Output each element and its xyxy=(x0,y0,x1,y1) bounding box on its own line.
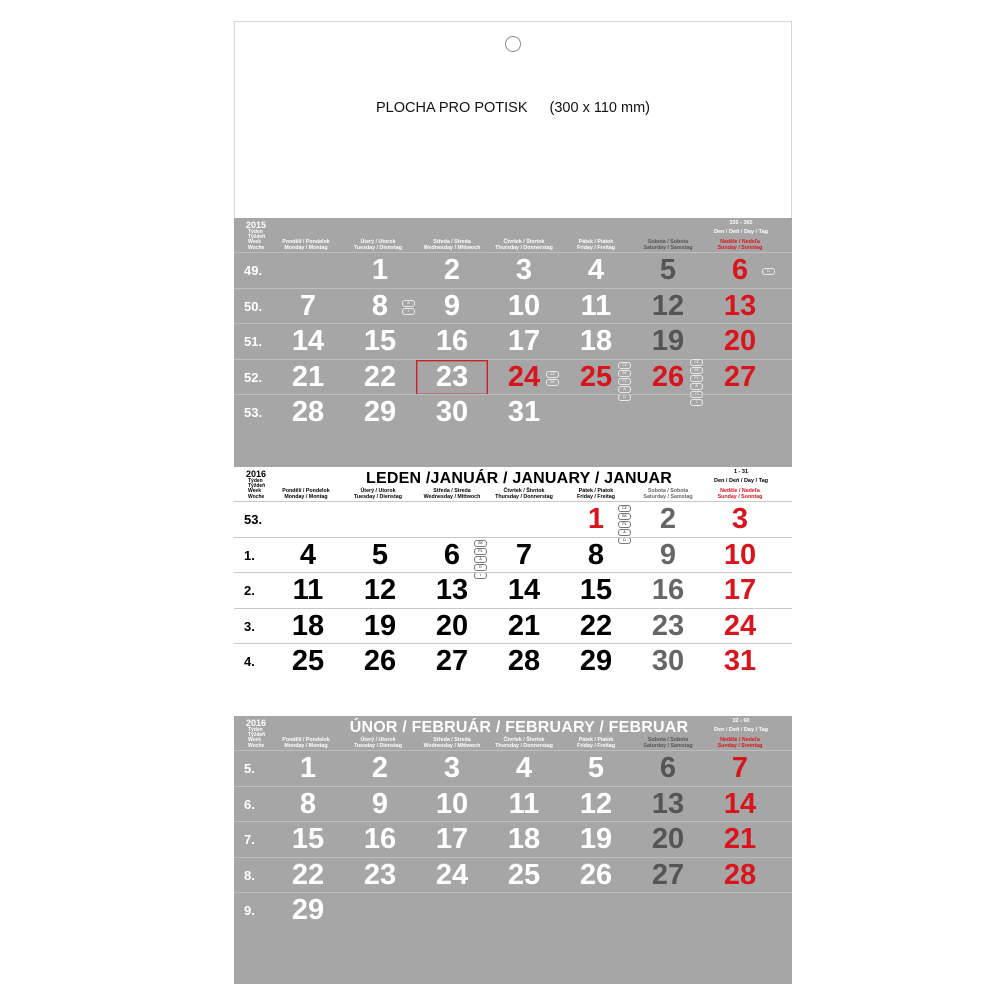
weekday-name-foreign: Saturday / Samstag xyxy=(643,245,693,251)
week-label-line: Týždeň xyxy=(248,732,266,739)
day-cell: 17 xyxy=(435,823,469,855)
week-number: 7. xyxy=(244,832,255,847)
week-number: 1. xyxy=(244,547,255,563)
day-header: Den / Deň / Day / Tag xyxy=(714,727,768,733)
day-cell: 16 xyxy=(363,823,397,855)
week-row xyxy=(234,608,792,644)
week-row xyxy=(234,537,792,577)
weekday-name-foreign: Tuesday / Dienstag xyxy=(354,245,402,251)
weekday-name-local: Úterý / Utorok xyxy=(360,239,396,245)
week-number: 5. xyxy=(244,761,255,776)
weekday-name-local: Pondělí / Pondelok xyxy=(282,488,330,494)
week-number: 3. xyxy=(244,618,255,634)
weekday-name-local: Pátek / Piatok xyxy=(578,488,614,494)
weekday-name-foreign: Monday / Montag xyxy=(284,743,328,749)
week-label-line: Týždeň xyxy=(248,234,266,241)
month-block xyxy=(234,218,792,468)
week-row xyxy=(234,252,792,288)
weekday-name xyxy=(270,488,342,500)
day-cell: 22 xyxy=(579,609,613,642)
day-cell: 18 xyxy=(507,823,541,855)
day-cell: 5 xyxy=(371,538,389,571)
day-range: 335 - 365 xyxy=(729,220,753,226)
day-cell: 12 xyxy=(579,787,613,820)
day-cell: 31 xyxy=(723,645,757,677)
day-cell: 13 xyxy=(651,787,685,820)
weekday-name-local: Úterý / Utorok xyxy=(360,488,396,494)
country-tag: CZ xyxy=(618,505,631,512)
day-cell: 26 xyxy=(363,645,397,677)
day-cell: 2 xyxy=(659,503,677,535)
country-tag: A xyxy=(402,300,415,307)
day-cell: 21 xyxy=(291,360,325,393)
week-row xyxy=(234,501,792,542)
week-number: 53. xyxy=(244,512,263,527)
country-tag: D xyxy=(618,537,631,544)
weekday-name xyxy=(560,737,632,749)
day-cell: 3 xyxy=(515,254,533,286)
weekday-name-foreign: Wednesday / Mittwoch xyxy=(423,245,481,251)
day-cell: 3 xyxy=(731,503,749,535)
day-cell: 4 xyxy=(299,538,317,571)
day-cell: 16 xyxy=(435,325,469,357)
month-title: ÚNOR / FEBRUÁR / FEBRUARY / FEBRUAR xyxy=(349,719,689,736)
day-cell: 12 xyxy=(651,289,685,322)
weekday-name-local: Neděle / Nedeľa xyxy=(720,239,760,245)
holiday-country-tags xyxy=(546,371,559,386)
day-cell: 8 xyxy=(299,787,317,820)
day-cell: 19 xyxy=(579,823,613,855)
weekday-name-local: Čtvrtek / Štvrtok xyxy=(503,737,545,743)
day-cell: 9 xyxy=(659,538,677,571)
day-cell: 29 xyxy=(363,396,397,428)
country-tag: CZ xyxy=(690,359,703,366)
year-label: 2016 xyxy=(246,718,267,728)
print-area-label: PLOCHA PRO POTISK xyxy=(376,100,528,116)
weekday-name-foreign: Tuesday / Dienstag xyxy=(354,743,402,749)
week-number: 6. xyxy=(244,796,255,812)
day-cell: 30 xyxy=(435,396,469,428)
day-cell: 23 xyxy=(363,858,397,891)
week-number: 52. xyxy=(244,369,263,385)
week-row xyxy=(234,750,792,786)
weekday-name-local: Čtvrtek / Štvrtok xyxy=(503,488,545,494)
day-cell: 23 xyxy=(651,609,685,642)
print-area xyxy=(234,100,792,116)
weekday-name xyxy=(342,239,414,251)
holiday-country-tags xyxy=(402,300,415,315)
day-cell: 6 xyxy=(731,254,749,286)
week-row xyxy=(234,359,792,404)
weekday-name-foreign: Monday / Montag xyxy=(284,245,328,251)
day-cell: 27 xyxy=(723,360,757,393)
day-cell: 11 xyxy=(292,574,324,606)
weekday-name-foreign: Friday / Freitag xyxy=(577,245,615,251)
week-label-line: Woche xyxy=(248,742,265,749)
week-number: 51. xyxy=(244,334,263,349)
day-cell: 1 xyxy=(371,254,389,286)
weekday-name-local: Neděle / Nedeľa xyxy=(720,737,760,743)
day-cell: 5 xyxy=(659,254,677,286)
day-cell: 25 xyxy=(507,858,541,891)
week-column-label xyxy=(248,230,265,251)
week-row xyxy=(234,857,792,893)
weekday-name-foreign: Saturday / Samstag xyxy=(643,743,693,749)
weekday-name xyxy=(416,488,488,500)
day-cell: 10 xyxy=(435,787,469,820)
day-cell: 23 xyxy=(416,360,488,395)
day-cell: 2 xyxy=(443,254,461,286)
day-cell: 5 xyxy=(587,752,605,784)
weekday-name-foreign: Thursday / Donnerstag xyxy=(495,494,553,500)
day-cell: 28 xyxy=(507,645,541,677)
week-label-line: Týden xyxy=(248,727,263,733)
weekday-name-foreign: Saturday / Samstag xyxy=(643,494,693,500)
weekday-name-foreign: Thursday / Donnerstag xyxy=(495,743,553,749)
country-tag: I xyxy=(474,572,487,579)
day-cell: 24 xyxy=(435,858,469,891)
holiday-country-tags xyxy=(762,268,775,275)
weekday-name-local: Pondělí / Pondelok xyxy=(282,737,330,743)
day-cell: 16 xyxy=(651,574,685,606)
day-cell: 27 xyxy=(651,858,685,891)
week-column-label xyxy=(248,728,265,749)
country-tag: CZ xyxy=(546,371,559,378)
day-cell: 18 xyxy=(579,325,613,357)
day-cell: 13 xyxy=(435,574,469,606)
weekday-name-local: Pátek / Piatok xyxy=(578,737,614,743)
day-cell: 7 xyxy=(515,538,533,571)
week-number: 50. xyxy=(244,298,263,314)
country-tag: D xyxy=(474,564,487,571)
month-header xyxy=(234,467,792,501)
day-cell: 1 xyxy=(587,503,605,535)
weekday-name-local: Sobota / Sobota xyxy=(647,488,689,494)
weekday-name xyxy=(488,737,560,749)
week-number: 8. xyxy=(244,867,255,883)
day-cell: 24 xyxy=(507,360,541,393)
day-cell: 13 xyxy=(723,289,757,322)
day-cell: 7 xyxy=(731,752,749,784)
week-row xyxy=(234,821,792,857)
day-cell: 3 xyxy=(443,752,461,784)
week-label-line: Week xyxy=(248,488,261,495)
month-bottom-pad xyxy=(234,430,792,468)
day-header: Den / Deň / Day / Tag xyxy=(714,478,768,484)
week-row xyxy=(234,786,792,822)
day-cell: 8 xyxy=(371,289,389,322)
day-cell: 11 xyxy=(508,787,540,820)
day-header: Den / Deň / Day / Tag xyxy=(714,229,768,235)
day-cell: 12 xyxy=(363,574,397,606)
day-cell: 7 xyxy=(299,289,317,322)
day-cell: 14 xyxy=(291,325,325,357)
weekday-name xyxy=(342,737,414,749)
day-cell: 30 xyxy=(651,645,685,677)
day-cell: 14 xyxy=(723,787,757,820)
weekday-name xyxy=(704,239,776,251)
weekday-name xyxy=(488,488,560,500)
print-area-size: (300 x 110 mm) xyxy=(549,100,650,116)
weekday-name-local: Úterý / Utorok xyxy=(360,737,396,743)
weekday-name-foreign: Wednesday / Mittwoch xyxy=(423,494,481,500)
day-range: 1 - 31 xyxy=(733,469,749,475)
weekday-name-local: Pátek / Piatok xyxy=(578,239,614,245)
year-label: 2016 xyxy=(246,469,267,479)
day-cell: 22 xyxy=(363,360,397,393)
day-cell: 29 xyxy=(291,894,325,926)
day-cell: 28 xyxy=(723,858,757,891)
day-cell: 8 xyxy=(587,538,605,571)
week-row xyxy=(234,643,792,679)
day-cell: 31 xyxy=(507,396,541,428)
weekday-name-local: Středa / Streda xyxy=(433,239,471,245)
day-cell: 25 xyxy=(291,645,325,677)
country-tag: SK xyxy=(618,370,631,377)
day-cell: 15 xyxy=(579,574,613,606)
weekday-name-local: Středa / Streda xyxy=(433,737,471,743)
day-cell: 6 xyxy=(443,538,461,571)
month-header xyxy=(234,716,792,750)
day-cell: 6 xyxy=(659,752,677,784)
day-cell: 24 xyxy=(723,609,757,642)
day-cell: 2 xyxy=(371,752,389,784)
day-cell: 28 xyxy=(291,396,325,428)
weekday-name-foreign: Friday / Freitag xyxy=(577,494,615,500)
week-column-label xyxy=(248,479,265,500)
weekday-name-local: Neděle / Nedeľa xyxy=(720,488,760,494)
country-tag: A xyxy=(690,383,703,390)
month-bottom-pad xyxy=(234,928,792,984)
country-tag: CZ xyxy=(618,362,631,369)
weekday-name xyxy=(632,239,704,251)
country-tag: A xyxy=(474,556,487,563)
day-cell: 27 xyxy=(435,645,469,677)
country-tag: PL xyxy=(690,375,703,382)
country-tag: SK xyxy=(690,367,703,374)
day-cell: 17 xyxy=(507,325,541,357)
weekday-name-foreign: Wednesday / Mittwoch xyxy=(423,743,481,749)
weekday-name-foreign: Sunday / Sonntag xyxy=(717,743,763,749)
country-tag: PL xyxy=(618,378,631,385)
country-tag: SK xyxy=(618,513,631,520)
day-cell: 19 xyxy=(651,325,685,357)
country-tag: A xyxy=(618,529,631,536)
weekday-name xyxy=(704,488,776,500)
day-cell: 9 xyxy=(443,289,461,322)
month-bottom-pad xyxy=(234,679,792,717)
week-label-line: Week xyxy=(248,239,261,246)
weekday-name-local: Sobota / Sobota xyxy=(647,737,689,743)
weekday-name-foreign: Monday / Montag xyxy=(284,494,328,500)
day-cell: 10 xyxy=(723,538,757,571)
weekday-name xyxy=(416,737,488,749)
weekday-name-foreign: Tuesday / Dienstag xyxy=(354,494,402,500)
year-label: 2015 xyxy=(246,220,267,230)
week-row xyxy=(234,288,792,324)
day-cell: 26 xyxy=(579,858,613,891)
day-cell: 9 xyxy=(371,787,389,820)
week-label-line: Týždeň xyxy=(248,483,266,490)
week-number: 2. xyxy=(244,583,255,598)
day-range: 32 - 60 xyxy=(732,718,750,724)
day-cell: 19 xyxy=(363,609,397,642)
weekday-name xyxy=(342,488,414,500)
week-label-line: Týden xyxy=(248,229,263,235)
day-cell: 22 xyxy=(291,858,325,891)
day-cell: 15 xyxy=(291,823,325,855)
week-label-line: Woche xyxy=(248,244,265,251)
week-label-line: Týden xyxy=(248,478,263,484)
day-cell: 17 xyxy=(723,574,757,606)
week-number: 53. xyxy=(244,405,263,420)
country-tag: D xyxy=(618,394,631,401)
week-label-line: Woche xyxy=(248,493,265,500)
country-tag: SK xyxy=(546,379,559,386)
weekday-name-local: Pondělí / Pondelok xyxy=(282,239,330,245)
hanging-hole xyxy=(505,36,521,52)
week-row xyxy=(234,572,792,608)
country-tag: A xyxy=(618,386,631,393)
weekday-name-foreign: Sunday / Sonntag xyxy=(717,494,763,500)
weekday-name xyxy=(270,737,342,749)
day-cell: 1 xyxy=(299,752,317,784)
day-cell: 20 xyxy=(651,823,685,855)
day-cell: 11 xyxy=(580,289,612,322)
weekday-name-foreign: Sunday / Sonntag xyxy=(717,245,763,251)
month-header xyxy=(234,218,792,252)
day-cell: 14 xyxy=(507,574,541,606)
country-tag: D xyxy=(762,268,775,275)
country-tag: SK xyxy=(474,540,487,547)
country-tag: PL xyxy=(618,521,631,528)
weekday-name xyxy=(270,239,342,251)
day-cell: 4 xyxy=(515,752,533,784)
day-cell: 18 xyxy=(291,609,325,642)
weekday-name-foreign: Thursday / Donnerstag xyxy=(495,245,553,251)
weekday-name-local: Čtvrtek / Štvrtok xyxy=(503,239,545,245)
day-cell: 21 xyxy=(507,609,541,642)
day-cell: 25 xyxy=(579,360,613,393)
weekday-name xyxy=(632,488,704,500)
week-number: 9. xyxy=(244,903,255,918)
weekday-name xyxy=(560,239,632,251)
weekday-name xyxy=(704,737,776,749)
weekday-name-foreign: Friday / Freitag xyxy=(577,743,615,749)
weekday-name xyxy=(560,488,632,500)
day-cell: 20 xyxy=(723,325,757,357)
day-cell: 10 xyxy=(507,289,541,322)
weekday-name xyxy=(416,239,488,251)
month-block xyxy=(234,716,792,984)
weekday-name-local: Sobota / Sobota xyxy=(647,239,689,245)
country-tag: PL xyxy=(474,548,487,555)
day-cell: 20 xyxy=(435,609,469,642)
month-block xyxy=(234,467,792,717)
country-tag: I xyxy=(402,308,415,315)
day-cell: 26 xyxy=(651,360,685,393)
day-cell: 29 xyxy=(579,645,613,677)
day-cell: 4 xyxy=(587,254,605,286)
month-title: LEDEN /JANUÁR / JANUARY / JANUAR xyxy=(366,470,672,487)
week-number: 49. xyxy=(244,263,263,278)
week-label-line: Week xyxy=(248,737,261,744)
week-row xyxy=(234,892,792,928)
country-tag: I xyxy=(690,399,703,406)
day-cell: 21 xyxy=(723,823,757,855)
weekday-name-local: Středa / Streda xyxy=(433,488,471,494)
week-row xyxy=(234,394,792,430)
week-number: 4. xyxy=(244,654,255,669)
weekday-name xyxy=(632,737,704,749)
country-tag: D xyxy=(690,391,703,398)
weekday-name xyxy=(488,239,560,251)
week-row xyxy=(234,323,792,359)
day-cell: 15 xyxy=(363,325,397,357)
